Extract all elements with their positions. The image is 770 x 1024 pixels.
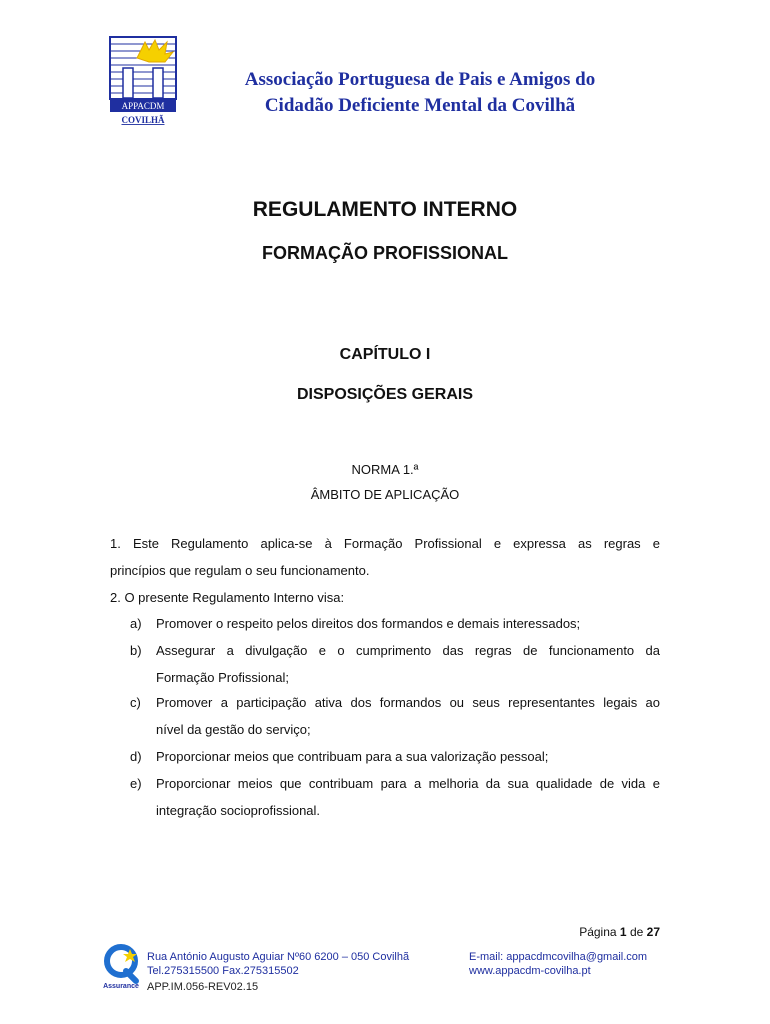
page-prefix: Página [579,925,617,939]
org-name-line-2: Cidadão Deficiente Mental da Covilhã [264,95,576,116]
logo-text-top: APPACDM [121,101,165,111]
document-title: REGULAMENTO INTERNO [252,198,518,221]
footer-document-code: APP.IM.056-REV02.15 [147,981,259,993]
document-subtitle: FORMAÇÃO PROFISSIONAL [262,243,508,263]
assurance-label: Assurance [103,983,139,990]
paragraph-item-1: 1. Este Regulamento aplica-se à Formação Profissional e expressa as regras e [110,536,660,551]
list-item-text: Promover a participação ativa dos formandos ou seus representantes legais ao [156,695,660,710]
footer-email[interactable]: E-mail: appacdmcovilha@gmail.com [469,951,648,963]
list-item-text: Assegurar a divulgação e o cumprimento das regras de funcionamento da [156,643,660,658]
page-current: 1 [619,925,627,939]
footer-website[interactable]: www.appacdm-covilha.pt [469,965,591,977]
footer-phone: Tel.275315500 Fax.275315502 [147,965,299,977]
assurance-logo [100,943,142,993]
list-item-text: Promover o respeito pelos direitos dos formandos e demais interessados; [156,616,581,631]
list-item-text-continuation: integração socioprofissional. [156,802,321,818]
list-item-label: d) [130,749,142,764]
list-item-text-continuation: nível da gestão do serviço; [156,721,311,737]
footer-address: Rua António Augusto Aguiar Nº60 6200 – 050 Covilhã [147,951,410,963]
chapter-number: CAPÍTULO I [339,346,431,363]
page-total: 27 [646,925,660,939]
org-name-line-1: Associação Portuguesa de Pais e Amigos do [244,69,596,90]
logo-text-bottom: COVILHÃ [121,115,165,125]
norma-number: NORMA 1.ª [351,462,419,477]
list-item-label: a) [130,616,142,631]
list-item-text: Proporcionar meios que contribuam para a melhoria da sua qualidade de vida e [156,776,660,791]
page-number [560,925,660,939]
list-item-label: e) [130,776,142,791]
paragraph-item-2: 2. O presente Regulamento Interno visa: [110,590,345,605]
chapter-title: DISPOSIÇÕES GERAIS [296,386,474,403]
list-item-text: Proporcionar meios que contribuam para a sua valorização pessoal; [156,749,549,764]
appacdm-logo [109,36,177,128]
list-item-text-continuation: Formação Profissional; [156,669,289,685]
norma-title: ÂMBITO DE APLICAÇÃO [310,487,460,502]
list-item-label: b) [130,643,142,658]
paragraph-item-1-continuation: princípios que regulam o seu funcionamento. [110,563,370,578]
page-separator: de [629,925,644,939]
list-item-label: c) [130,695,141,710]
